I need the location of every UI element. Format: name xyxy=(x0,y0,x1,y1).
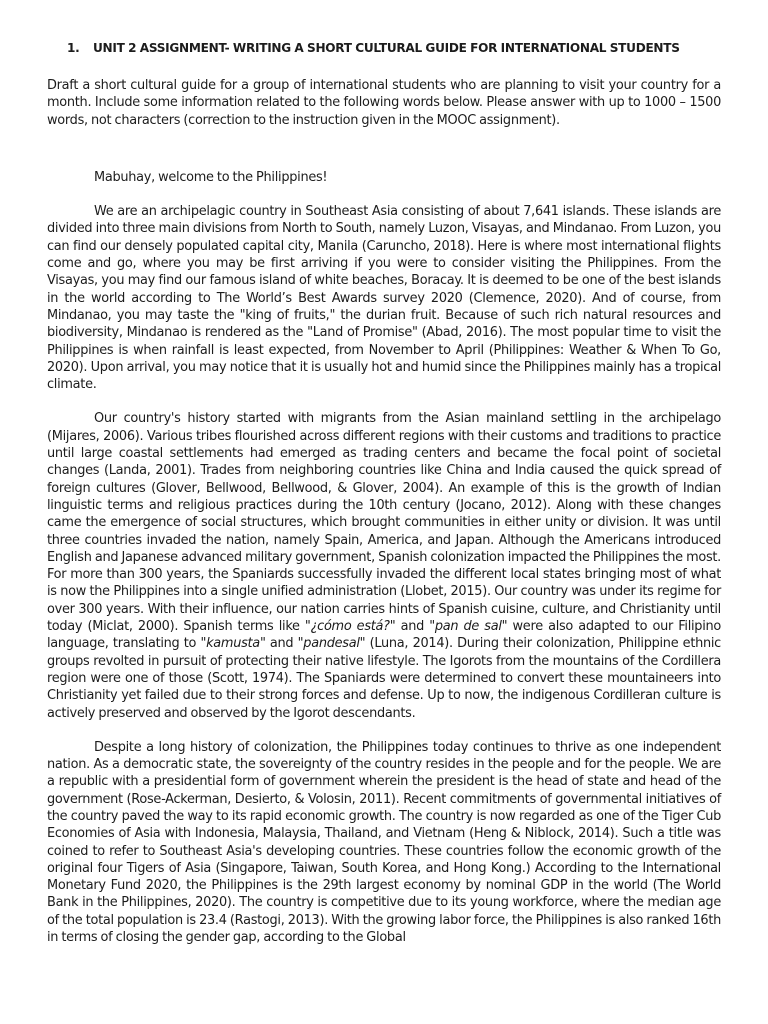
instructions-paragraph: Draft a short cultural guide for a group of international students who are planning to visit your country for a month. Include some information related to the following words below. Please answer with up to 1000 – 1500 words, not characters (correction to the instruction given in the MOOC assignment). xyxy=(47,78,721,128)
history-text-e: " (Luna, 2014). During their colonization, Philippine ethnic groups revolted in pursuit of protecting their native lifestyle. The Igorots from the mountains of the Cordillera region were one of those (Scott, 1974). The Spaniards were determined to convert these mountaineers into Christianity yet failed due to their strong forces and defense. Up to now, the indigenous Cordilleran culture is actively preserved and observed by the Igorot descendants. xyxy=(47,636,721,721)
history-paragraph xyxy=(47,410,721,721)
document-page xyxy=(47,40,721,946)
filipino-term-kamusta: kamusta xyxy=(206,636,260,652)
spanish-term-pan-de-sal: pan de sal xyxy=(434,619,502,635)
heading-title: UNIT 2 ASSIGNMENT- WRITING A SHORT CULTURAL GUIDE FOR INTERNATIONAL STUDENTS xyxy=(93,41,680,55)
history-text-c: " were also adapted to our Filipino language, translating to " xyxy=(47,619,722,652)
assignment-heading xyxy=(47,40,721,57)
heading-number: 1. xyxy=(67,41,80,55)
history-text-a: Our country's history started with migrants from the Asian mainland settling in the archipelago (Mijares, 2006). Various tribes flourished across different regions with their customs and traditions to practice until large coastal settlements had emerged as trading centers and became the focal point of societal changes (Landa, 2001). Trades from neighboring countries like China and India caused the quick spread of foreign cultures (Glover, Bellwood, Bellwood, & Glover, 2004). An example of this is the growth of Indian linguistic terms and religious practices during the 10th century (Jocano, 2012). Along with these changes came the emergence of social structures, which brought communities in either unity or division. It was until three countries invaded the nation, namely Spain, America, and Japan. Although the Americans introduced English and Japanese advanced military government, Spanish colonization impacted the Philippines the most. For more than 300 years, the Spaniards successfully invaded the different local states bringing most of what is now the Philippines into a single unified administration (Llobet, 2015). Our country was under its regime for over 300 years. With their influence, our nation carries hints of Spanish cuisine, culture, and Christianity until today (Miclat, 2000). Spanish terms like " xyxy=(47,411,721,635)
spanish-term-como-esta: ¿cómo está? xyxy=(310,619,390,635)
government-economy-paragraph: Despite a long history of colonization, the Philippines today continues to thrive as one independent nation. As a democratic state, the sovereignty of the country resides in the people and for the people. We are a republic with a presidential form of government wherein the president is the head of state and head of the government (Rose-Ackerman, Desierto, & Volosin, 2011). Recent commitments of governmental initiatives of the country paved the way to its rapid economic growth. The country is now regarded as one of the Tiger Cub Economies of Asia with Indonesia, Malaysia, Thailand, and Vietnam (Heng & Niblock, 2014). Such a title was coined to refer to Southeast Asia's developing countries. These countries follow the economic growth of the original four Tigers of Asia (Singapore, Taiwan, South Korea, and Hong Kong.) According to the International Monetary Fund 2020, the Philippines is the 29th largest economy by nominal GDP in the world (The World Bank in the Philippines, 2020). The country is competitive due to its young workforce, where the median age of the total population is 23.4 (Rastogi, 2013). With the growing labor force, the Philippines is also ranked 16th in terms of closing the gender gap, according to the Global xyxy=(47,739,721,946)
greeting-line: Mabuhay, welcome to the Philippines! xyxy=(94,169,328,185)
geography-paragraph: We are an archipelagic country in Southeast Asia consisting of about 7,641 islands. These islands are divided into three main divisions from North to South, namely Luzon, Visayas, and Mindanao. From Luzon, you can find our densely populated capital city, Manila (Caruncho, 2018). Here is where most international flights come and go, where you may be first arriving if you were to consider visiting the Philippines. From the Visayas, you may find our famous island of white beaches, Boracay. It is deemed to be one of the best islands in the world according to The World’s Best Awards survey 2020 (Clemence, 2020). And of course, from Mindanao, you may taste the "king of fruits," the durian fruit. Because of such rich natural resources and biodiversity, Mindanao is rendered as the "Land of Promise" (Abad, 2016). The most popular time to visit the Philippines is when rainfall is least expected, from November to April (Philippines: Weather & When To Go, 2020). Upon arrival, you may notice that it is usually hot and humid since the Philippines mainly has a tropical climate. xyxy=(47,204,721,393)
history-text-d: " and " xyxy=(259,636,304,652)
filipino-term-pandesal: pandesal xyxy=(303,636,360,652)
history-text-b: " and " xyxy=(389,619,435,635)
